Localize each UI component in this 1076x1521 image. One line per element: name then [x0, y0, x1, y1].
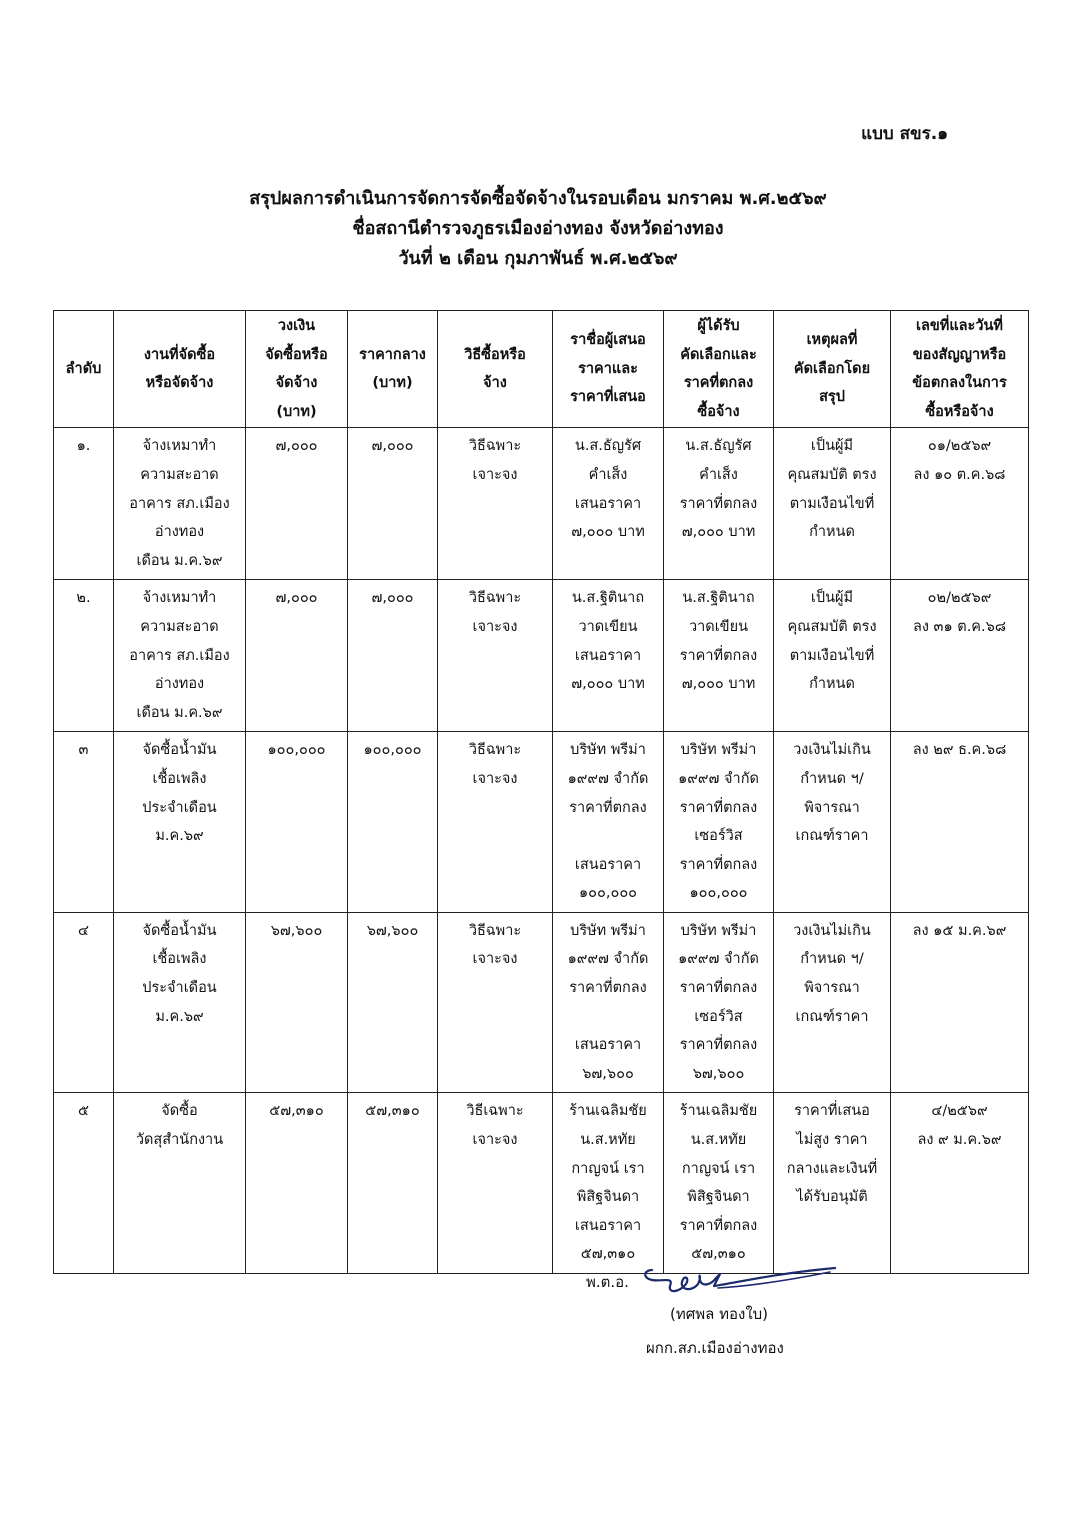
- cell-text: เกณฑ์ราคา: [795, 828, 869, 845]
- cell-text: ม.ค.๖๙: [155, 828, 204, 845]
- cell-text: จ้างเหมาทำ: [142, 590, 217, 607]
- cell-text: ราคาที่ตกลง: [679, 980, 758, 997]
- cell-text: วาดเขียน: [578, 618, 638, 635]
- header-text: ลำดับ: [65, 360, 102, 377]
- title-line-1: สรุปผลการดำเนินการจัดการจัดซื้อจัดจ้างในรอบเดือน มกราคม พ.ศ.๒๕๖๙: [249, 188, 827, 209]
- cell-text: ๗,๐๐๐ บาท: [681, 676, 756, 693]
- table-cell: [348, 912, 438, 1093]
- header-text: (บาท): [372, 375, 413, 392]
- cell-text: พิสิฐจินดา: [687, 1189, 750, 1206]
- cell-text: เกณฑ์ราคา: [795, 1008, 869, 1025]
- cell-text: อาคาร สภ.เมือง: [129, 647, 230, 664]
- cell-text: ตามเงือนไขที่: [789, 647, 875, 664]
- cell-text: [556, 1003, 660, 1032]
- title-line-2: ชื่อสถานีตำรวจภูธรเมืองอ่างทอง จังหวัดอ่างทอง: [352, 218, 724, 239]
- table-cell: [438, 580, 553, 732]
- signature-rank: พ.ต.อ.: [586, 1273, 629, 1291]
- cell-text: ม.ค.๖๙: [155, 1008, 204, 1025]
- cell-text: ราคาที่เสนอ: [794, 1103, 870, 1120]
- document-titles: [0, 184, 1076, 274]
- cell-text: วิธีฉพาะ: [468, 590, 522, 607]
- cell-text: คำเส็ง: [588, 466, 628, 483]
- table-cell: [664, 580, 774, 732]
- header-text: ข้อตกลงในการ: [912, 375, 1007, 392]
- cell-text: ๖๗,๖๐๐: [366, 922, 419, 939]
- table-cell: [246, 732, 348, 913]
- cell-text: ๔/๒๕๖๙: [931, 1103, 988, 1120]
- cell-text: ราคาที่ตกลง: [679, 1037, 758, 1054]
- table-cell: [891, 732, 1029, 913]
- cell-text: วิธีฉพาะ: [468, 438, 522, 455]
- cell-text: เจาะจง: [472, 618, 518, 635]
- cell-text: อ่างทอง: [154, 524, 205, 541]
- cell-text: วัดสุสำนักงาน: [135, 1132, 224, 1149]
- header-text: จัดซื้อหรือ: [265, 346, 328, 363]
- header-text: ราคากลาง: [359, 346, 426, 363]
- cell-text: คุณสมบัติ ตรง: [787, 466, 877, 483]
- cell-text: ๐๑/๒๕๖๙: [927, 438, 992, 455]
- cell-text: ๑๐๐,๐๐๐: [578, 885, 638, 902]
- cell-text: กำหนด: [809, 524, 855, 541]
- table-cell: [114, 912, 246, 1093]
- cell-text: น.ส.หทัย: [690, 1132, 747, 1149]
- table-cell: [553, 428, 664, 580]
- header-text: สรุป: [819, 389, 845, 406]
- cell-text: เซอร์วิส: [694, 1008, 743, 1025]
- table-cell: [553, 912, 664, 1093]
- cell-text: อาคาร สภ.เมือง: [129, 495, 230, 512]
- cell-text: วิธีฉพาะ: [468, 742, 522, 759]
- cell-text: ๒.: [76, 590, 91, 607]
- header-text: ผู้ได้รับ: [697, 318, 740, 334]
- cell-text: ๗,๐๐๐: [371, 438, 414, 455]
- table-cell: [114, 428, 246, 580]
- table-cell: [438, 732, 553, 913]
- cell-text: ๑๙๙๗ จำกัด: [567, 951, 649, 968]
- cell-text: พิจารณา: [804, 980, 860, 997]
- header-text: ราคาและ: [578, 360, 638, 377]
- table-cell: [54, 912, 114, 1093]
- table-row: [54, 732, 1029, 913]
- cell-text: เชื้อเพลิง: [152, 770, 207, 787]
- cell-text: เจาะจง: [472, 466, 518, 483]
- table-cell: [348, 732, 438, 913]
- table-cell: [664, 428, 774, 580]
- cell-text: ๑๙๙๗ จำกัด: [678, 770, 759, 787]
- cell-text: ๑๐๐,๐๐๐: [363, 742, 422, 759]
- header-cell: [774, 311, 891, 428]
- header-cell: [348, 311, 438, 428]
- cell-text: บริษัท พรีม่า: [570, 742, 646, 759]
- table-cell: [774, 580, 891, 732]
- table-cell: [114, 1093, 246, 1274]
- header-text: เหตุผลที่: [806, 332, 858, 349]
- cell-text: บริษัท พรีม่า: [680, 922, 757, 939]
- table-cell: [54, 732, 114, 913]
- cell-text: ๗,๐๐๐: [275, 438, 318, 455]
- cell-text: เจาะจง: [472, 1132, 518, 1149]
- cell-text: ลง ๑๐ ต.ค.๖๘: [913, 466, 1006, 483]
- cell-text: ๖๗,๖๐๐: [692, 1065, 745, 1082]
- cell-text: เสนอราคา: [574, 647, 642, 664]
- cell-text: [556, 822, 660, 851]
- table-cell: [438, 1093, 553, 1274]
- table-cell: [891, 428, 1029, 580]
- cell-text: ๗,๐๐๐ บาท: [681, 524, 756, 541]
- cell-text: พิจารณา: [804, 799, 860, 816]
- table-cell: [348, 428, 438, 580]
- cell-text: น.ส.หทัย: [580, 1132, 636, 1149]
- cell-text: เสนอราคา: [574, 856, 642, 873]
- handwritten-signature: [640, 1262, 840, 1302]
- cell-text: กำหนด: [809, 676, 855, 693]
- header-cell: [553, 311, 664, 428]
- cell-text: จัดซื้อน้ำมัน: [142, 742, 217, 759]
- cell-text: กำหนด ฯ/: [800, 770, 864, 787]
- cell-text: ราคาที่ตกลง: [679, 647, 758, 664]
- header-text: ราชื่อผู้เสนอ: [570, 332, 646, 349]
- table-cell: [54, 580, 114, 732]
- cell-text: ๕๗,๓๑๐: [269, 1103, 324, 1120]
- cell-text: ราคาที่ตกลง: [679, 799, 758, 816]
- cell-text: ๑๙๙๗ จำกัด: [567, 770, 649, 787]
- table-cell: [54, 428, 114, 580]
- cell-text: จัดซื้อ: [161, 1103, 198, 1120]
- cell-text: กาญจน์ เรา: [681, 1160, 756, 1177]
- cell-text: กาญจน์ เรา: [571, 1160, 645, 1177]
- header-text: ของสัญญาหรือ: [912, 346, 1007, 363]
- cell-text: เป็นผู้มี: [810, 590, 854, 607]
- cell-text: ๓: [78, 742, 89, 759]
- cell-text: ไม่สูง ราคา: [796, 1132, 868, 1149]
- cell-text: ๑๐๐,๐๐๐: [267, 742, 326, 759]
- signature-name: (ทศพล ทองใบ): [670, 1305, 769, 1323]
- cell-text: พิสิฐจินดา: [576, 1189, 640, 1206]
- cell-text: ได้รับอนุมัติ: [796, 1189, 868, 1206]
- header-text: หรือจัดจ้าง: [145, 375, 214, 392]
- table-cell: [891, 1093, 1029, 1274]
- cell-text: ๗,๐๐๐ บาท: [571, 676, 645, 693]
- header-text: วิธีซื้อหรือ: [464, 346, 526, 363]
- cell-text: วงเงินไม่เกิน: [793, 922, 871, 939]
- header-cell: [664, 311, 774, 428]
- table-cell: [438, 912, 553, 1093]
- table-cell: [664, 732, 774, 913]
- cell-text: น.ส.ธัญรัศ: [685, 438, 752, 455]
- cell-text: เจาะจง: [472, 770, 518, 787]
- cell-text: เสนอราคา: [574, 495, 642, 512]
- cell-text: น.ส.ฐิตินาถ: [571, 590, 645, 607]
- cell-text: เดือน ม.ค.๖๙: [136, 552, 223, 569]
- table-cell: [246, 1093, 348, 1274]
- table-cell: [774, 428, 891, 580]
- table-cell: [891, 912, 1029, 1093]
- cell-text: วิธีฉพาะ: [468, 922, 522, 939]
- cell-text: ลง ๑๕ ม.ค.๖๙: [912, 922, 1007, 939]
- cell-text: ประจำเดือน: [142, 980, 217, 997]
- cell-text: ๖๗,๖๐๐: [582, 1065, 634, 1082]
- signature-position: ผกก.สภ.เมืองอ่างทอง: [646, 1339, 784, 1357]
- cell-text: ลง ๓๑ ต.ค.๖๘: [912, 618, 1007, 635]
- cell-text: ความสะอาด: [140, 618, 219, 635]
- cell-text: ๕๗,๓๑๐: [691, 1246, 746, 1263]
- cell-text: บริษัท พรีม่า: [570, 922, 646, 939]
- table-cell: [348, 580, 438, 732]
- cell-text: คำเส็ง: [699, 466, 738, 483]
- cell-text: ๕๗,๓๑๐: [580, 1246, 636, 1263]
- cell-text: ๔: [78, 922, 89, 939]
- cell-text: จัดซื้อน้ำมัน: [142, 922, 217, 939]
- table-row: [54, 912, 1029, 1093]
- table-cell: [246, 912, 348, 1093]
- table-cell: [553, 732, 664, 913]
- table-cell: [114, 580, 246, 732]
- procurement-table: [53, 310, 1029, 1274]
- table-cell: [553, 580, 664, 732]
- table-cell: [438, 428, 553, 580]
- header-cell: [438, 311, 553, 428]
- table-row: [54, 428, 1029, 580]
- cell-text: ร้านเฉลิมชัย: [679, 1103, 758, 1120]
- header-text: วงเงิน: [277, 318, 316, 334]
- cell-text: วิธีเฉพาะ: [466, 1103, 524, 1120]
- header-text: ซื้อจ้าง: [697, 403, 740, 420]
- cell-text: ประจำเดือน: [142, 799, 217, 816]
- cell-text: ร้านเฉลิมชัย: [569, 1103, 647, 1120]
- table-cell: [891, 580, 1029, 732]
- cell-text: ๐๒/๒๕๖๙: [927, 590, 992, 607]
- cell-text: ๑.: [76, 438, 91, 455]
- cell-text: คุณสมบัติ ตรง: [787, 618, 877, 635]
- cell-text: ๗,๐๐๐: [275, 590, 318, 607]
- cell-text: เสนอราคา: [574, 1037, 642, 1054]
- cell-text: บริษัท พรีม่า: [680, 742, 757, 759]
- table-cell: [774, 912, 891, 1093]
- header-text: ราคาที่เสนอ: [570, 389, 646, 406]
- header-text: จัดจ้าง: [275, 375, 318, 392]
- header-cell: [891, 311, 1029, 428]
- header-text: คัดเลือกโดย: [793, 360, 871, 377]
- cell-text: เซอร์วิส: [694, 828, 743, 845]
- table-header-row: [54, 311, 1029, 428]
- cell-text: ราคาที่ตกลง: [569, 980, 647, 997]
- table-cell: [114, 732, 246, 913]
- cell-text: อ่างทอง: [154, 676, 205, 693]
- title-line-3: วันที่ ๒ เดือน กุมภาพันธ์ พ.ศ.๒๕๖๙: [398, 248, 678, 269]
- header-text: เลขที่และวันที่: [916, 318, 1003, 334]
- table-cell: [664, 912, 774, 1093]
- cell-text: ๗,๐๐๐ บาท: [571, 524, 645, 541]
- header-cell: [114, 311, 246, 428]
- cell-text: ๑๙๙๗ จำกัด: [678, 951, 759, 968]
- cell-text: ราคาที่ตกลง: [679, 1217, 758, 1234]
- cell-text: น.ส.ฐิตินาถ: [682, 590, 755, 607]
- table-row: [54, 1093, 1029, 1274]
- cell-text: ราคาที่ตกลง: [679, 495, 758, 512]
- cell-text: วงเงินไม่เกิน: [793, 742, 871, 759]
- table-cell: [246, 428, 348, 580]
- header-text: (บาท): [276, 403, 317, 420]
- cell-text: ๑๐๐,๐๐๐: [689, 885, 748, 902]
- table-cell: [553, 1093, 664, 1274]
- form-code: แบบ สขร.๑: [861, 124, 948, 144]
- cell-text: ลง ๙ ม.ค.๖๙: [917, 1132, 1002, 1149]
- cell-text: วาดเขียน: [689, 618, 748, 635]
- table-body: [54, 428, 1029, 1274]
- cell-text: เสนอราคา: [574, 1217, 642, 1234]
- table-cell: [774, 732, 891, 913]
- header-text: จ้าง: [483, 375, 507, 392]
- cell-text: เดือน ม.ค.๖๙: [136, 704, 223, 721]
- cell-text: เจาะจง: [472, 951, 518, 968]
- header-text: งานที่จัดซื้อ: [143, 346, 216, 363]
- cell-text: ตามเงือนไขที่: [789, 495, 875, 512]
- table-cell: [348, 1093, 438, 1274]
- cell-text: ราคาที่ตกลง: [569, 799, 647, 816]
- header-cell: [54, 311, 114, 428]
- header-text: คัดเลือกและ: [680, 346, 757, 363]
- header-text: ราคที่ตกลง: [683, 375, 754, 392]
- cell-text: จ้างเหมาทำ: [142, 438, 217, 455]
- cell-text: ๕: [78, 1103, 89, 1120]
- cell-text: กลางและเงินที่: [786, 1160, 878, 1177]
- table-cell: [246, 580, 348, 732]
- table-cell: [664, 1093, 774, 1274]
- table-cell: [54, 1093, 114, 1274]
- cell-text: ความสะอาด: [140, 466, 219, 483]
- table-cell: [774, 1093, 891, 1274]
- cell-text: ลง ๒๙ ธ.ค.๖๘: [912, 742, 1007, 759]
- cell-text: กำหนด ฯ/: [800, 951, 864, 968]
- cell-text: น.ส.ธัญรัศ: [574, 438, 642, 455]
- header-cell: [246, 311, 348, 428]
- cell-text: ๖๗,๖๐๐: [270, 922, 323, 939]
- cell-text: ๕๗,๓๑๐: [365, 1103, 420, 1120]
- cell-text: ราคาที่ตกลง: [679, 856, 758, 873]
- table-row: [54, 580, 1029, 732]
- header-text: ซื้อหรือจ้าง: [925, 403, 994, 420]
- cell-text: เป็นผู้มี: [810, 438, 854, 455]
- cell-text: เชื้อเพลิง: [152, 951, 207, 968]
- cell-text: ๗,๐๐๐: [371, 590, 414, 607]
